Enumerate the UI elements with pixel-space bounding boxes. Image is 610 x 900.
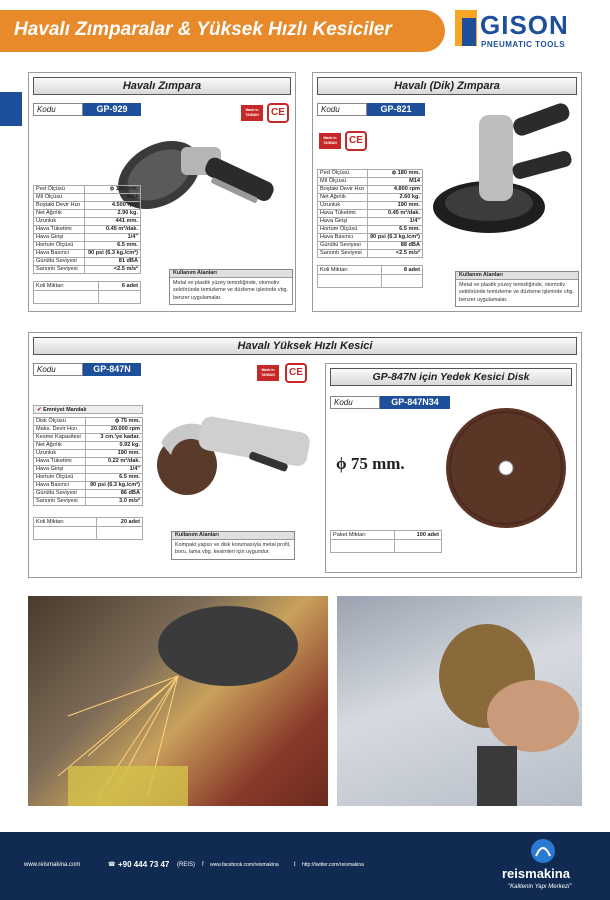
spec-value: 1/4" [367, 218, 422, 226]
product-code: GP-847N [83, 363, 141, 376]
usage-text: Metal ve plastik yüzey temizliğinde, otomotiv sektöründe temizleme ve düzleme işlerinde vbg. benzer uygulamalar. [173, 280, 289, 301]
spec-row [34, 482, 143, 490]
spec-value: 0.92 kg. [85, 442, 142, 450]
spec-value: 2.90 kg. [84, 210, 140, 218]
cutter-tool-image [151, 395, 331, 505]
panel-title: GP-847N için Yedek Kesici Disk [330, 368, 572, 386]
warning-icon: ✔ [37, 407, 44, 413]
spec-row [318, 194, 423, 202]
page-header [0, 0, 610, 70]
spec-label: Hava Girişi [34, 234, 85, 242]
spec-row [318, 234, 423, 242]
spec-label: Ped Ölçüsü [34, 186, 85, 194]
code-label: Kodu [33, 103, 83, 116]
spec-value: 4.800 rpm [367, 186, 422, 194]
spec-value: 81 dBA [84, 258, 140, 266]
product-code: GP-929 [83, 103, 141, 116]
spec-label: Ped Ölçüsü [318, 170, 368, 178]
spec-row [34, 442, 143, 450]
spec-row [34, 498, 143, 506]
spec-label: Gürültü Seviyesi [34, 258, 85, 266]
spec-label: Hava Tüketimi [34, 226, 85, 234]
product-code: GP-821 [367, 103, 425, 116]
box-qty-value: 6 adet [98, 282, 140, 291]
usage-box [169, 269, 293, 305]
spec-row [34, 218, 141, 226]
spec-row [34, 242, 141, 250]
vertical-sander-image [431, 95, 581, 245]
ce-mark-badge: CE [267, 103, 289, 123]
spec-value: ϕ 75 mm. [85, 418, 142, 426]
spec-label: Net Ağırlık [34, 442, 86, 450]
spec-row [318, 202, 423, 210]
spec-value: 20.000 rpm [85, 426, 142, 434]
spec-value: 0.22 m³/dak. [85, 458, 142, 466]
spec-label: Uzunluk [34, 450, 86, 458]
product-code: GP-847N34 [380, 396, 450, 409]
spec-value: <2.5 m/s² [367, 250, 422, 258]
spec-row [318, 186, 423, 194]
box-qty-value: 20 adet [96, 518, 142, 527]
cutting-sparks-photo [28, 596, 328, 806]
twitter-link[interactable]: http://twitter.com/reismakina [302, 862, 364, 868]
code-label: Kodu [317, 103, 367, 116]
spec-label: Hava Basıncı [318, 234, 368, 242]
spec-value: 86 dBA [85, 490, 142, 498]
spec-row [34, 202, 141, 210]
gison-logo: GISON [480, 10, 569, 40]
spec-row [34, 490, 143, 498]
spec-label: Hava Tüketimi [318, 210, 368, 218]
spec-row [34, 426, 143, 434]
brand-name: reismakina [502, 866, 570, 881]
spec-value: 90 psi (6.3 kg./cm²) [85, 482, 142, 490]
spec-label: Boştaki Devir Hızı [34, 202, 85, 210]
spec-row [318, 242, 423, 250]
spec-label: Hortum Ölçüsü [34, 474, 86, 482]
spec-value: 190 mm. [367, 202, 422, 210]
spec-row [34, 418, 143, 426]
page-title: Havalı Zımparalar & Yüksek Hızlı Kesiciler [14, 19, 392, 40]
spec-row [34, 474, 143, 482]
code-label: Kodu [33, 363, 83, 376]
side-accent-bar [0, 92, 22, 126]
spec-row [34, 258, 141, 266]
box-qty-label: Koli Miktarı [34, 518, 97, 527]
spec-label: Hava Tüketimi [34, 458, 86, 466]
made-in-taiwan-badge: Made in TAIWAN [257, 365, 279, 381]
spec-label: Sarsıntı Seviyesi [34, 266, 85, 274]
usage-box [171, 531, 295, 560]
website-link[interactable]: www.reismakina.com [24, 862, 81, 868]
phone-number[interactable]: +90 444 73 47 [118, 860, 170, 869]
spec-value: 0.45 m³/dak. [367, 210, 422, 218]
made-in-taiwan-badge: Made in TAIWAN [241, 105, 263, 121]
spec-row [34, 266, 141, 274]
spec-value: M14 [367, 178, 422, 186]
spec-row [34, 250, 141, 258]
usage-heading: Kullanım Alanları [172, 532, 294, 540]
spec-row [34, 234, 141, 242]
spec-value: ϕ 180 mm. [84, 186, 140, 194]
spec-label: Hava Basıncı [34, 250, 85, 258]
code-label: Kodu [330, 396, 380, 409]
spec-label: Sarsıntı Seviyesi [34, 498, 86, 506]
box-qty-label: Koli Miktarı [34, 282, 99, 291]
box-quantity-table [317, 265, 423, 288]
spare-disk-panel [325, 363, 577, 573]
spec-value: 441 mm. [84, 218, 140, 226]
box-qty-value: 8 adet [381, 266, 422, 275]
pack-quantity-table [330, 530, 442, 553]
phone-note: (REIS) [177, 862, 195, 868]
spec-label: Net Ağırlık [34, 210, 85, 218]
spec-label: Gürültü Seviyesi [34, 490, 86, 498]
sparks-illustration [28, 596, 328, 806]
spec-value: M14 [84, 194, 140, 202]
spec-value: 1/4" [84, 234, 140, 242]
spec-row [318, 170, 423, 178]
spec-table [33, 185, 141, 274]
usage-text: Kompakt yapısı ve disk korumasıyla metal profil, boru, lama vbg. kesimleri için uygundur. [175, 542, 291, 556]
phone-icon: ☎ [108, 862, 116, 868]
page-footer [0, 832, 610, 900]
spec-value: 6.5 mm. [85, 474, 142, 482]
spec-label: Boştaki Devir Hızı [318, 186, 368, 194]
spec-label: Gürültü Seviyesi [318, 242, 368, 250]
spec-label: Maks. Devir Hızı [34, 426, 86, 434]
spec-value: 4.500 rpm [84, 202, 140, 210]
box-quantity-table [33, 281, 141, 304]
usage-heading: Kullanım Alanları [170, 270, 292, 278]
spec-row [318, 178, 423, 186]
product-panel-gp929 [28, 72, 296, 312]
spec-row [34, 194, 141, 202]
spec-row [318, 226, 423, 234]
gison-logo-mark-inner [462, 18, 476, 46]
spec-value: 3.0 m/s² [85, 498, 142, 506]
cutter-section [28, 332, 582, 578]
spec-value: 190 mm. [85, 450, 142, 458]
product-panel-gp821 [312, 72, 582, 312]
spec-value: 6.5 mm. [367, 226, 422, 234]
box-quantity-table [33, 517, 143, 540]
spec-value: 0.45 m³/dak. [84, 226, 140, 234]
spec-row [34, 458, 143, 466]
spec-label: Hava Girişi [318, 218, 368, 226]
spec-label: Hava Basıncı [34, 482, 86, 490]
usage-heading: Kullanım Alanları [456, 272, 578, 280]
spec-table [33, 417, 143, 506]
disk-size-label: ϕ 75 mm. [336, 454, 405, 473]
spec-value: 90 psi (6.3 kg./cm²) [367, 234, 422, 242]
spec-value: 6.5 mm. [84, 242, 140, 250]
spec-table [317, 169, 423, 258]
spec-row [318, 250, 423, 258]
spec-row [34, 226, 141, 234]
spec-label: Hortum Ölçüsü [34, 242, 85, 250]
usage-box [455, 271, 579, 307]
spec-row [34, 210, 141, 218]
sanding-illustration [337, 596, 582, 806]
panel-title: Havalı Zımpara [33, 77, 291, 95]
sanding-car-photo [337, 596, 582, 806]
pack-qty-label: Paket Miktarı [331, 531, 395, 540]
spec-label: Kesme Kapasitesi [34, 434, 86, 442]
spec-label: Mil Ölçüsü [34, 194, 85, 202]
twitter-icon: t [294, 862, 296, 868]
spec-value: 90 psi (6.3 kg./cm²) [84, 250, 140, 258]
section-title: Havalı Yüksek Hızlı Kesici [33, 337, 577, 355]
spec-label: Hava Girişi [34, 466, 86, 474]
box-qty-label: Koli Miktarı [318, 266, 382, 275]
ce-mark-badge: CE [345, 131, 367, 151]
panel-title: Havalı (Dik) Zımpara [317, 77, 577, 95]
spec-label: Net Ağırlık [318, 194, 368, 202]
spec-label: Hortum Ölçüsü [318, 226, 368, 234]
spec-label: Sarsıntı Seviyesi [318, 250, 368, 258]
usage-text: Metal ve plastik yüzey temizliğinde, otomotiv sektöründe temizleme ve düzleme işlerinde vbg. benzer uygulamalar. [459, 282, 575, 303]
made-in-taiwan-badge: Made in TAIWAN [319, 133, 341, 149]
spec-row [318, 218, 423, 226]
ce-mark-badge: CE [285, 363, 307, 383]
spec-row [318, 210, 423, 218]
spec-row [34, 186, 141, 194]
brand-slogan: "Kalitenin Yapı Merkezi" [508, 884, 572, 890]
spec-row [34, 466, 143, 474]
spec-label: Uzunluk [318, 202, 368, 210]
spec-value: 3 cm.'ye kadar. [85, 434, 142, 442]
spec-value: 2.60 kg. [367, 194, 422, 202]
gison-logo-subtitle: PNEUMATIC TOOLS [481, 40, 566, 49]
pack-qty-value: 100 adet [395, 531, 442, 540]
safety-lever-label: ✔ Emniyet Mandalı [33, 405, 143, 414]
spec-row [34, 450, 143, 458]
spec-value: ϕ 180 mm. [367, 170, 422, 178]
facebook-icon: f [202, 862, 204, 868]
spec-value: <2.5 m/s² [84, 266, 140, 274]
spec-value: 1/4" [85, 466, 142, 474]
spec-label: Mil Ölçüsü [318, 178, 368, 186]
spec-value: 88 dBA [367, 242, 422, 250]
spec-label: Uzunluk [34, 218, 85, 226]
spec-label: Disk Ölçüsü [34, 418, 86, 426]
spec-row [34, 434, 143, 442]
reismakina-logo-icon [528, 838, 558, 864]
cutting-disk-image [442, 404, 572, 534]
facebook-link[interactable]: www.facebook.com/reismakina [210, 862, 279, 868]
